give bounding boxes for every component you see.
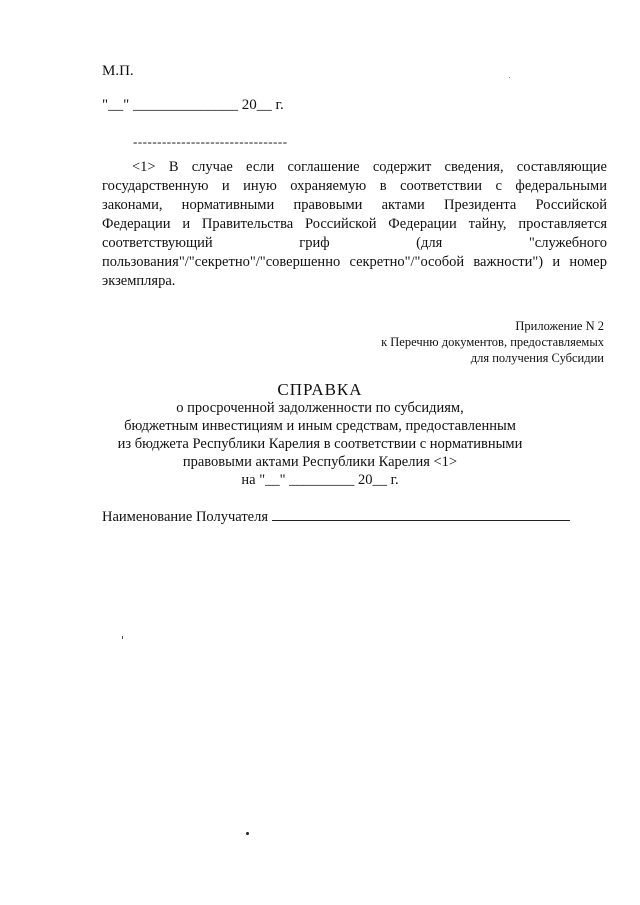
annex-line: для получения Субсидии: [470, 351, 604, 365]
footnote-line: государственную и иную охраняемую в соответствии с федеральными: [102, 178, 607, 194]
recipient-label: Наименование Получателя: [102, 509, 269, 525]
footnote-separator: --------------------------------: [133, 134, 288, 149]
recipient-blank-line: [272, 506, 570, 521]
scan-speck: [122, 636, 123, 639]
subtitle-line: из бюджета Республики Карелия в соответствии с нормативными: [117, 436, 523, 452]
annex-line: к Перечню документов, предоставляемых: [381, 335, 604, 349]
footnote-line: <1> В случае если соглашение содержит сведения, составляющие: [132, 159, 607, 175]
footnote-line: пользования"/"секретно"/"совершенно секретно"/"особой важности") и номер: [102, 254, 607, 270]
footnote-paragraph: [102, 158, 607, 291]
footnote-line: экземпляра.: [102, 273, 176, 289]
document-subtitle: [40, 399, 600, 489]
date-line: "__" ______________ 20__ г.: [102, 97, 284, 113]
scan-speck: [509, 77, 510, 78]
subtitle-date-line: на "__" _________ 20__ г.: [241, 472, 399, 488]
footnote-line: соответствующий гриф (для "служебного: [102, 235, 607, 251]
footnote-line: законами, нормативными правовыми актами Президента Российской: [102, 197, 607, 213]
document-title: СПРАВКА: [277, 380, 363, 399]
footnote-line: Федерации и Правительства Российской Федерации тайну, проставляется: [102, 216, 607, 232]
annex-number: Приложение N 2: [515, 319, 604, 333]
stamp-label: М.П.: [102, 63, 134, 79]
subtitle-line: бюджетным инвестициям и иным средствам, предоставленным: [124, 418, 516, 434]
recipient-row: [102, 506, 570, 526]
subtitle-line: правовыми актами Республики Карелия <1>: [182, 454, 458, 470]
scan-speck: [246, 832, 249, 835]
subtitle-line: о просроченной задолженности по субсидиям,: [176, 400, 464, 416]
annex-reference: [284, 318, 604, 366]
